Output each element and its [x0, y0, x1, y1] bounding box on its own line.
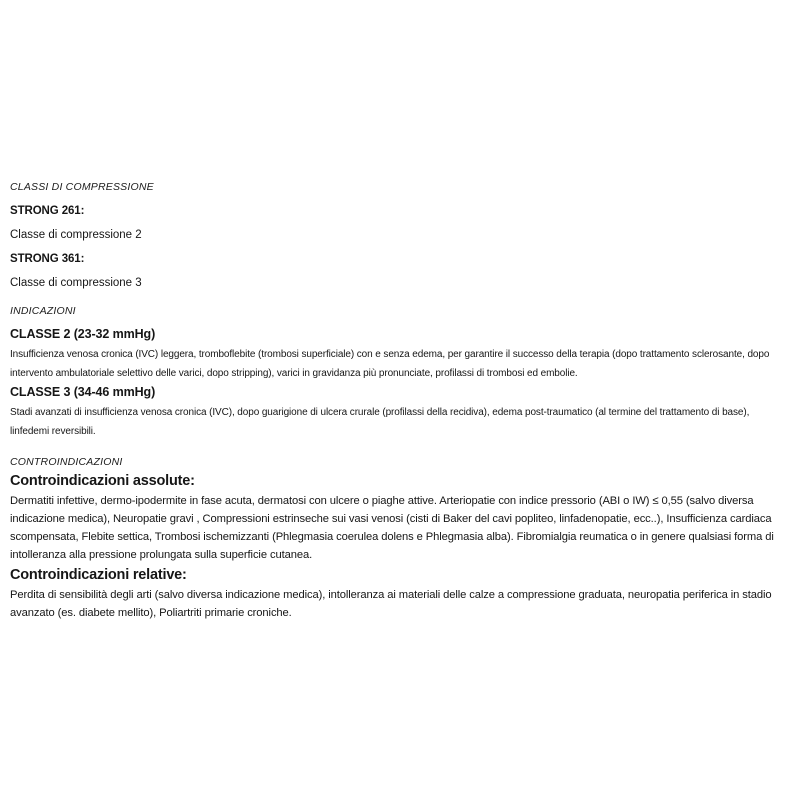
product-label-strong-261: STRONG 261:	[10, 205, 85, 217]
section-header-classi-di-compressione: CLASSI DI COMPRESSIONE	[10, 181, 154, 193]
paragraph-controindicazioni-assolute: Dermatiti infettive, dermo-ipodermite in fase acuta, dermatosi con ulcere o piaghe attive. Arteriopatie con indice pressorio (ABI o IW) ≤ 0,55 (salvo diversa indicazione medica), Neuropatie gravi , Compressioni estrinseche sui vasi venosi (cisti di Baker del cavi popliteo, linfadenopatie, ecc..), Insufficienza cardiaca scompensata, Flebite settica, Trombosi ischemizzanti (Phlegmasia coerulea dolens e Phlegmasia alba). Fibromialgia reumatica o in genere qualsiasi forma di intolleranza alla pressione prolungata sulla superficie cutanea.	[10, 495, 774, 561]
paragraph-controindicazioni-relative: Perdita di sensibilità degli arti (salvo diversa indicazione medica), intolleranza ai materiali delle calze a compressione graduata, neuropatia periferica in stadio avanzato (es. diabete mellito), Poliartriti primarie croniche.	[10, 589, 772, 619]
paragraph-classe-2: Insufficienza venosa cronica (IVC) leggera, tromboflebite (trombosi superficiale) con e senza edema, per garantire il successo della terapia (dopo trattamento sclerosante, dopo intervento ambulatoriale selettivo delle varici, dopo stripping), varici in gravidanza più pronunciate, profilassi di trombosi ed embolie.	[10, 349, 770, 379]
heading-classe-3: CLASSE 3 (34-46 mmHg)	[10, 385, 156, 399]
section-header-indicazioni: INDICAZIONI	[10, 305, 76, 317]
section-header-controindicazioni: CONTROINDICAZIONI	[10, 456, 123, 468]
product-label-strong-361: STRONG 361:	[10, 253, 85, 265]
compression-class-value-strong-361: Classe di compressione 3	[10, 277, 142, 289]
compression-class-value-strong-261: Classe di compressione 2	[10, 229, 142, 241]
heading-classe-2: CLASSE 2 (23-32 mmHg)	[10, 327, 156, 341]
heading-controindicazioni-relative: Controindicazioni relative:	[10, 567, 187, 583]
heading-controindicazioni-assolute: Controindicazioni assolute:	[10, 473, 195, 489]
paragraph-classe-3: Stadi avanzati di insufficienza venosa cronica (IVC), dopo guarigione di ulcera crurale (profilassi della recidiva), edema post-traumatico (al termine del trattamento di base), linfedemi reversibili.	[10, 407, 750, 437]
